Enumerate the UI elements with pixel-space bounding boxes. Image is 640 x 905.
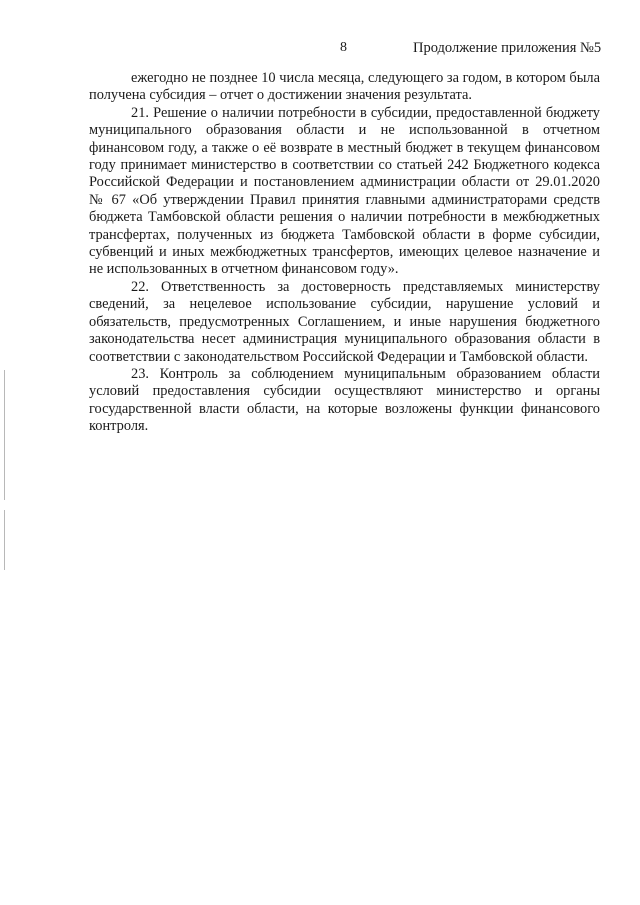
page-number: 8 xyxy=(340,40,347,55)
document-body xyxy=(89,70,600,436)
appendix-continuation-note: Продолжение приложения №5 xyxy=(413,40,602,56)
paragraph-21: 21. Решение о наличии потребности в субсидии, предоставленной бюджету муниципального образования области и не использованной в отчетном финансовом году, а также о её возврате в местный бюджет в текущем финансовом году принимает министерство в соответствии со статьей 242 Бюджетного кодекса Российской Федерации и постановлением администрации области от 29.01.2020 № 67 «Об утверждении Правил принятия главными администраторами средств бюджета Тамбовской области решения о наличии потребности в межбюджетных трансфертах, полученных из бюджета Тамбовской области в форме субсидии, субвенций и иных межбюджетных трансфертов, имеющих целевое назначение и не использованных в отчетном финансовом году». xyxy=(89,104,600,278)
paragraph-continuation: ежегодно не позднее 10 числа месяца, следующего за годом, в котором была получена субсидия – отчет о достижении значения результата. xyxy=(89,70,600,104)
paragraph-22: 22. Ответственность за достоверность представляемых министерству сведений, за нецелевое использование субсидии, нарушение условий и обязательств, предусмотренных Соглашением, и иные нарушения бюджетного законодательства несет администрация муниципального образования области в соответствии с законодательством Российской Федерации и Тамбовской области. xyxy=(89,278,600,365)
scan-edge-mark xyxy=(4,370,5,500)
paragraph-23: 23. Контроль за соблюдением муниципальным образованием области условий предоставления субсидии осуществляют министерство и органы государственной власти области, на которые возложены функции финансового контроля. xyxy=(89,365,600,435)
scan-edge-mark xyxy=(4,510,5,570)
